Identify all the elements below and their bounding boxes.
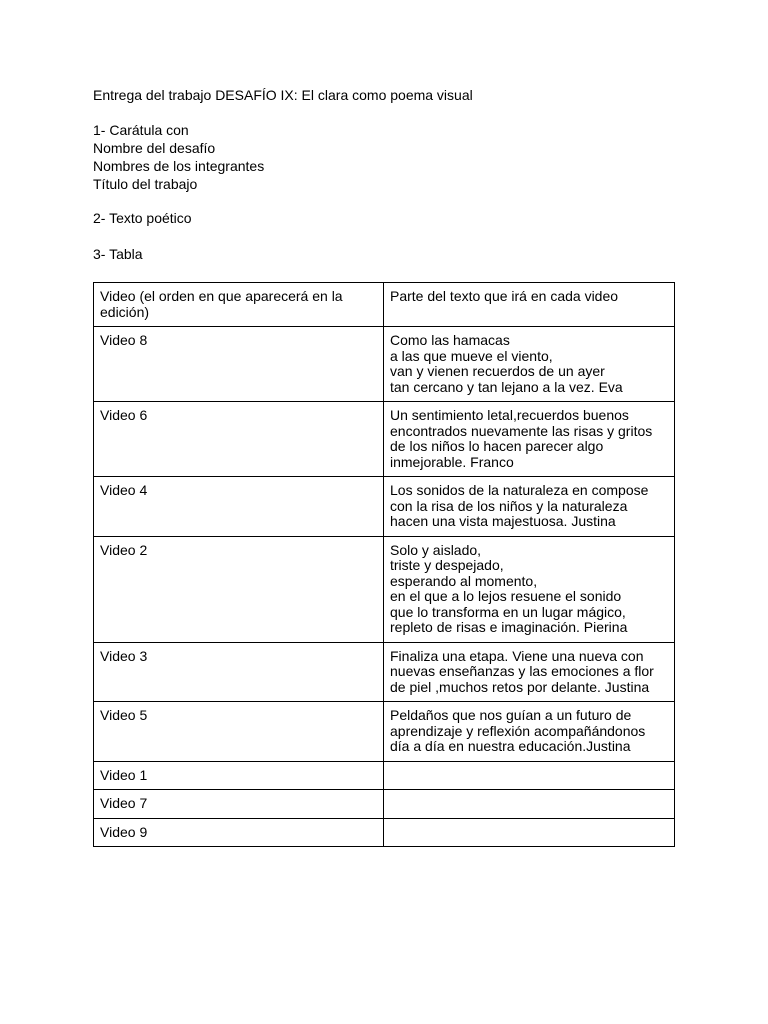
text-line: nuevas enseñanzas y las emociones a flor — [390, 663, 654, 679]
video-cell: Video 7 — [94, 790, 384, 819]
text-cell — [384, 402, 675, 477]
text-line: Los sonidos de la naturaleza en compose — [390, 482, 649, 498]
caratula-item: Nombres de los integrantes — [93, 158, 265, 174]
text-line: que lo transforma en un lugar mágico, — [390, 603, 626, 620]
text-line: aprendizaje y reflexión acompañándonos — [390, 722, 646, 739]
text-line: Finaliza una etapa. Viene una nueva con — [390, 647, 644, 664]
table-row — [94, 327, 675, 402]
text-line: día a día en nuestra educación.Justina — [390, 738, 631, 754]
video-table — [93, 282, 675, 847]
text-cell — [384, 536, 675, 642]
video-cell: Video 5 — [94, 702, 384, 762]
text-cell — [384, 702, 675, 762]
text-line: Solo y aislado, — [390, 541, 482, 558]
text-line: Peldaños que nos guían a un futuro de — [390, 707, 632, 723]
text-line: Como las hamacas — [390, 332, 510, 348]
text-cell — [384, 761, 675, 790]
text-line: a las que mueve el viento, — [390, 347, 553, 364]
text-line: en el que a lo lejos resuene el sonido — [390, 588, 622, 604]
table-row — [94, 477, 675, 537]
video-cell: Video 6 — [94, 402, 384, 477]
table-header-row — [94, 283, 675, 327]
header-text-part — [384, 283, 675, 327]
text-line: hacen una vista majestuosa. Justina — [390, 513, 616, 529]
video-cell: Video 8 — [94, 327, 384, 402]
text-line: inmejorable. Franco — [390, 453, 514, 470]
table-row — [94, 402, 675, 477]
caratula-section — [93, 121, 264, 193]
video-cell: Video 9 — [94, 818, 384, 847]
table-row — [94, 761, 675, 790]
caratula-item: Título del trabajo — [93, 176, 198, 192]
table-row — [94, 790, 675, 819]
header-line: edición) — [100, 303, 150, 320]
text-line: con la risa de los niños y la naturaleza — [390, 497, 628, 514]
table-heading: 3- Tabla — [93, 246, 143, 262]
text-cell — [384, 790, 675, 819]
caratula-heading: 1- Carátula con — [93, 122, 189, 138]
table-row — [94, 818, 675, 847]
header-line: Parte del texto que irá en cada video — [390, 288, 619, 304]
video-cell: Video 3 — [94, 642, 384, 702]
header-line: Video (el orden en que aparecerá en la — [100, 288, 343, 304]
poetic-text-heading: 2- Texto poético — [93, 210, 192, 226]
text-line: tan cercano y tan lejano a la vez. Eva — [390, 378, 623, 395]
table-row — [94, 702, 675, 762]
text-line: Un sentimiento letal,recuerdos buenos — [390, 407, 629, 423]
text-line: esperando al momento, — [390, 572, 538, 589]
text-cell — [384, 477, 675, 537]
text-line: triste y despejado, — [390, 557, 504, 573]
text-cell — [384, 327, 675, 402]
text-line: encontrados nuevamente las risas y gritos — [390, 422, 653, 439]
document-title: Entrega del trabajo DESAFÍO IX: El clara como poema visual — [93, 87, 473, 103]
text-line: de los niños lo hacen parecer algo — [390, 438, 604, 454]
video-cell: Video 2 — [94, 536, 384, 642]
caratula-item: Nombre del desafío — [93, 140, 216, 156]
text-cell — [384, 642, 675, 702]
video-cell: Video 4 — [94, 477, 384, 537]
text-line: de piel ,muchos retos por delante. Justina — [390, 678, 650, 695]
text-line: van y vienen recuerdos de un ayer — [390, 363, 605, 379]
table-row — [94, 642, 675, 702]
text-line: repleto de risas e imaginación. Pierina — [390, 619, 628, 635]
header-video-order — [94, 283, 384, 327]
text-cell — [384, 818, 675, 847]
table-row — [94, 536, 675, 642]
video-cell: Video 1 — [94, 761, 384, 790]
